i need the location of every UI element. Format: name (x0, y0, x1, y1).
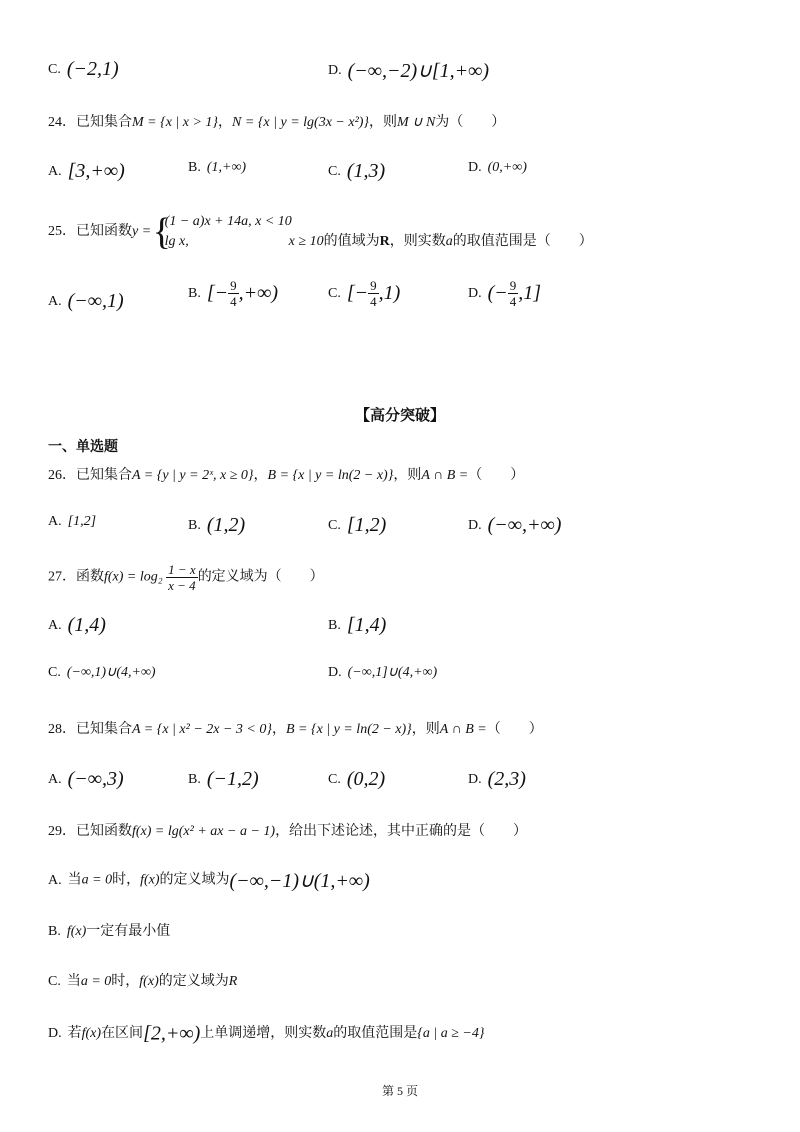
option-letter: A. (48, 293, 62, 309)
stem-text: 函数 (76, 569, 104, 585)
stem-text: ，则实数 (389, 234, 446, 249)
q28-option-c (328, 768, 385, 791)
option-letter: A. (48, 617, 62, 633)
case-2-condition: x ≥ 10 (288, 234, 324, 249)
question-24-stem (48, 111, 505, 131)
q27-option-a (48, 614, 106, 637)
option-math: [2,+∞) (143, 1022, 201, 1045)
option-letter: C. (48, 61, 61, 77)
real-set: R (379, 234, 390, 249)
q25-option-a (48, 290, 124, 313)
set-b: B = {x | y = ln(2 − x)} (267, 468, 394, 483)
question-number: 26． (48, 468, 76, 483)
option-math: (−∞,−2)∪[1,+∞) (347, 60, 490, 82)
set-m: M = {x | x > 1} (132, 115, 219, 130)
option-math: [1,2] (67, 514, 97, 529)
option-text: 的取值范围是 (333, 1026, 418, 1041)
option-math: (1,2) (206, 514, 246, 536)
q27-option-c (48, 664, 156, 681)
stem-text: （ ） (486, 722, 543, 737)
fraction (508, 278, 519, 309)
option-math: (−∞,1]∪(4,+∞) (347, 665, 438, 680)
log-fraction (166, 562, 198, 593)
option-math: (2,3) (487, 768, 526, 790)
q27-option-b (328, 614, 386, 637)
stem-text: ，则 (369, 115, 398, 130)
option-letter: C. (328, 517, 341, 533)
option-letter: D. (328, 62, 342, 78)
q29-option-d (48, 1022, 484, 1045)
q25-option-d (468, 278, 541, 309)
stem-text: ，则 (411, 722, 440, 737)
option-math: (0,2) (346, 768, 386, 790)
option-letter: B. (48, 924, 61, 939)
case-2: lg x, (164, 234, 189, 249)
question-number: 27． (48, 569, 76, 585)
set-n: N = {x | y = lg(3x − x²)} (232, 115, 370, 130)
option-letter: B. (328, 617, 341, 633)
denominator: 4 (370, 294, 377, 309)
option-math: (−2,1) (66, 58, 119, 80)
stem-text: ， (218, 115, 233, 130)
option-math: f(x) (139, 974, 159, 989)
stem-text: ，则 (393, 468, 422, 483)
intersection-expr: A ∩ B = (421, 468, 469, 483)
denominator: 4 (509, 294, 517, 309)
option-math: R (228, 974, 238, 989)
option-math: (−∞,3) (67, 768, 124, 790)
stem-text: 已知函数 (76, 224, 132, 240)
q24-option-a (48, 160, 125, 183)
option-letter: D. (328, 665, 342, 680)
option-math: (1,3) (346, 160, 386, 182)
option-letter: C. (328, 285, 341, 301)
prev-option-d (328, 58, 489, 83)
set-a: A = {x | x² − 2x − 3 < 0} (132, 722, 272, 737)
option-text: 时， (112, 872, 141, 888)
option-math: [1,2) (346, 514, 387, 536)
option-letter: D. (48, 1026, 62, 1041)
option-math: (−1,2) (206, 768, 259, 790)
option-math: ,+∞) (238, 282, 279, 304)
option-math: [1,4) (346, 614, 387, 636)
option-math: (1,4) (67, 614, 106, 636)
q26-option-b (188, 514, 245, 537)
fraction (228, 278, 239, 309)
option-math: a = 0 (81, 872, 113, 888)
option-text: 的定义域为 (159, 872, 230, 888)
fraction (368, 278, 379, 309)
option-letter: C. (328, 163, 341, 179)
stem-text: 的定义域为（ ） (197, 569, 324, 585)
option-letter: C. (328, 771, 341, 787)
question-27-stem (48, 562, 324, 593)
option-math: [3,+∞) (67, 160, 125, 182)
question-number: 29． (48, 824, 76, 839)
question-number: 25． (48, 224, 76, 240)
question-26-stem (48, 464, 524, 484)
option-math: ,1) (378, 282, 401, 304)
q25-option-c (328, 278, 400, 309)
q24-option-d (468, 160, 527, 176)
function-f: f(x) = lg(x² + ax − a − 1) (132, 824, 276, 839)
question-number: 24． (48, 115, 76, 130)
option-math: a (326, 1026, 334, 1041)
option-math: (−∞,1)∪(4,+∞) (66, 665, 156, 680)
option-text: 上单调递增，则实数 (200, 1026, 327, 1041)
stem-text: 已知集合 (76, 115, 132, 130)
option-letter: A. (48, 872, 62, 888)
union-expr: M ∪ N (397, 115, 436, 130)
stem-text: ， (271, 722, 286, 737)
option-math: ,1] (518, 282, 542, 304)
option-math: (−∞,1) (67, 290, 124, 312)
variable-a: a (445, 234, 453, 249)
numerator: 9 (370, 278, 377, 293)
option-math: f(x) (81, 1026, 102, 1041)
q29-option-c (48, 970, 237, 990)
option-letter: A. (48, 514, 62, 529)
option-text: 一定有最小值 (86, 924, 171, 939)
q27-option-d (328, 664, 437, 681)
option-math: (−∞,+∞) (487, 514, 562, 536)
option-math: a = 0 (80, 974, 112, 989)
stem-text: 的值域为 (323, 234, 380, 249)
stem-text: 已知集合 (76, 468, 132, 483)
denominator: x − 4 (168, 578, 196, 593)
option-text: 若 (67, 1026, 82, 1041)
option-text: 当 (67, 872, 82, 888)
q28-option-d (468, 768, 526, 791)
q25-option-b (188, 278, 278, 309)
q26-option-d (468, 514, 561, 537)
q24-option-c (328, 160, 385, 183)
q28-option-a (48, 768, 124, 791)
q26-option-c (328, 514, 386, 537)
option-math: (0,+∞) (487, 160, 527, 175)
option-text: 时， (111, 974, 140, 989)
option-math: [− (206, 282, 229, 304)
stem-text: 已知集合 (76, 722, 132, 737)
question-28-stem (48, 718, 543, 738)
stem-text: （ ） (468, 468, 525, 483)
section-heading: 一、单选题 (48, 439, 118, 455)
q26-option-a (48, 514, 96, 530)
option-math: f(x) (66, 924, 87, 939)
option-letter: B. (188, 517, 201, 533)
option-math: (−∞,−1)∪(1,+∞) (229, 870, 370, 892)
denominator: 4 (230, 294, 237, 309)
option-math: (− (487, 282, 508, 304)
set-a: A = {y | y = 2ˣ, x ≥ 0} (132, 468, 254, 483)
numerator: 1 − x (168, 562, 196, 577)
case-1: { (1 − a)x + 14a, x < 10 (164, 214, 292, 229)
function-f: f(x) = log₂ (104, 569, 163, 585)
option-letter: C. (48, 665, 61, 680)
q28-option-b (188, 768, 259, 791)
question-number: 28． (48, 722, 76, 737)
option-text: 当 (66, 974, 81, 989)
function-y: y = (132, 224, 152, 240)
option-text: 的定义域为 (158, 974, 229, 989)
option-letter: A. (48, 771, 62, 787)
page-footer: 第 5 页 (381, 1084, 418, 1098)
question-25-stem (48, 212, 593, 252)
option-letter: B. (188, 285, 201, 301)
stem-text: 已知函数 (76, 824, 132, 839)
intersection-expr: A ∩ B = (439, 722, 487, 737)
option-letter: D. (468, 771, 482, 787)
option-letter: C. (48, 974, 61, 989)
option-text: 在区间 (101, 1026, 144, 1041)
piecewise-function (155, 212, 593, 252)
stem-text: ，给出下述论述，其中正确的是（ ） (275, 824, 528, 839)
stem-text: 的取值范围是（ ） (452, 234, 593, 249)
option-letter: B. (188, 771, 201, 787)
option-letter: A. (48, 163, 62, 179)
prev-option-c (48, 58, 119, 81)
option-letter: D. (468, 517, 482, 533)
set-b: B = {x | y = ln(2 − x)} (285, 722, 412, 737)
section-title: 【高分突破】 (354, 406, 445, 424)
q24-option-b (188, 160, 246, 176)
numerator: 9 (509, 278, 517, 293)
q29-option-b (48, 920, 170, 940)
option-math: f(x) (140, 872, 160, 888)
q29-option-a (48, 868, 370, 893)
stem-text: ， (253, 468, 268, 483)
option-math: (1,+∞) (206, 160, 247, 175)
numerator: 9 (230, 278, 237, 293)
stem-text: 为（ ） (435, 115, 506, 130)
option-letter: D. (468, 160, 482, 175)
option-letter: D. (468, 285, 482, 301)
option-math: [− (346, 282, 369, 304)
question-29-stem (48, 820, 527, 840)
option-letter: B. (188, 160, 201, 175)
option-math: {a | a ≥ −4} (417, 1026, 485, 1041)
